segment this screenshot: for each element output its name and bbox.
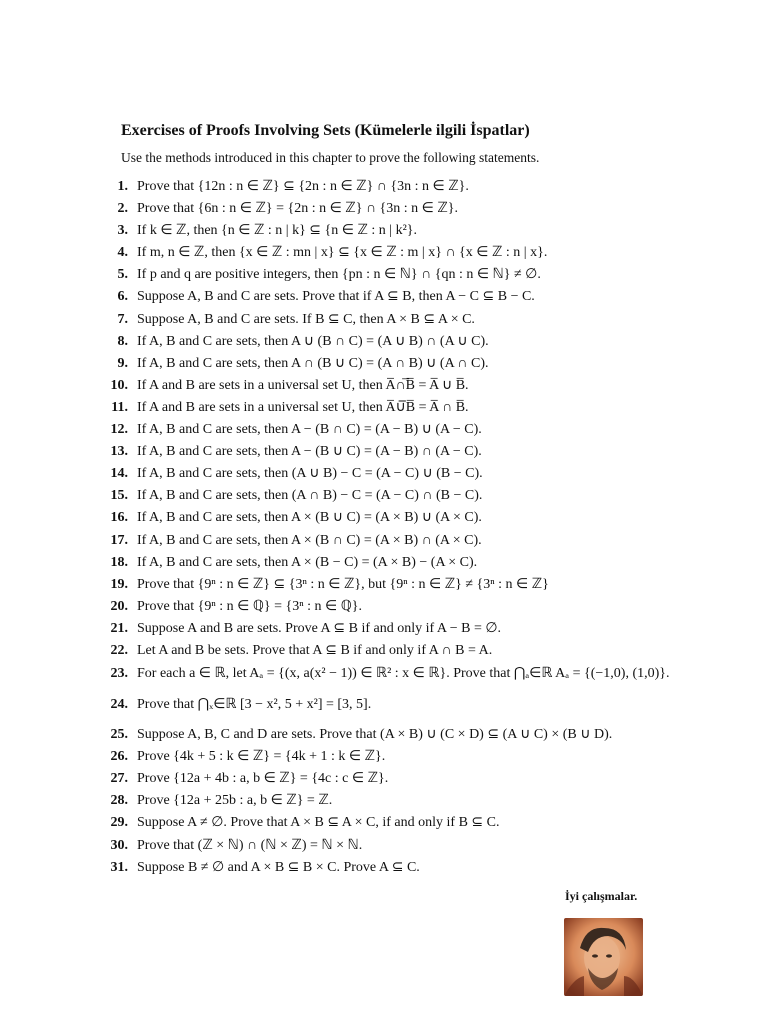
exercise-item [100,485,720,507]
exercise-item [100,640,720,662]
exercise-text: Prove {12a + 25b : a, b ∈ ℤ} = ℤ. [137,793,333,809]
exercise-text: Prove that {9ⁿ : n ∈ ℤ} ⊆ {3ⁿ : n ∈ ℤ}, but {9ⁿ : n ∈ ℤ} ≠ {3ⁿ : n ∈ ℤ} [137,576,549,592]
exercise-item [100,375,720,397]
exercise-item [100,309,720,331]
exercise-text: Let A and B be sets. Prove that A ⊆ B if and only if A ∩ B = A. [137,642,493,658]
exercise-number: 23. [110,666,128,682]
exercise-text: If A and B are sets in a universal set U, then A̅∩̅B̅ = A̅ ∪ B̅. [137,377,469,393]
exercise-number: 30. [110,837,128,853]
exercise-number: 13. [110,444,128,460]
exercise-number: 5. [117,267,128,283]
exercise-item [100,857,720,879]
exercise-text: If A, B and C are sets, then A − (B ∪ C) = (A − B) ∩ (A − C). [137,444,482,460]
page-title: Exercises of Proofs Involving Sets (Kümelerle ilgili İspatlar) [121,122,530,139]
exercise-number: 14. [110,466,128,482]
exercise-item [100,419,720,441]
portrait-photo-icon [564,918,643,996]
exercise-text: If A, B and C are sets, then A − (B ∩ C) = (A − B) ∪ (A − C). [137,422,482,438]
exercise-item [100,264,720,286]
exercise-item [100,286,720,308]
exercise-text: Suppose B ≠ ∅ and A × B ⊆ B × C. Prove A ⊆ C. [137,859,420,875]
exercise-text: Prove {4k + 5 : k ∈ ℤ} = {4k + 1 : k ∈ ℤ}. [137,749,386,765]
exercise-item [100,812,720,834]
exercise-item [100,530,720,552]
exercise-number: 28. [110,793,128,809]
exercise-number: 22. [110,642,128,658]
exercise-item [100,507,720,529]
exercise-number: 3. [117,223,128,239]
intro-text: Use the methods introduced in this chapter to prove the following statements. [121,150,540,165]
exercise-item [100,835,720,857]
exercise-number: 15. [110,488,128,504]
closing-note: İyi çalışmalar. [565,889,638,903]
exercise-number: 19. [110,576,128,592]
exercise-number: 21. [110,620,128,636]
exercise-number: 26. [110,749,128,765]
exercise-text: If A, B and C are sets, then A × (B − C) = (A × B) − (A × C). [137,554,478,570]
exercise-text: If A, B and C are sets, then A × (B ∩ C) = (A × B) ∩ (A × C). [137,532,482,548]
exercise-text: If A, B and C are sets, then (A ∪ B) − C = (A − C) ∪ (B − C). [137,466,483,482]
exercise-number: 17. [110,532,128,548]
exercise-number: 12. [110,422,128,438]
exercise-item [100,353,720,375]
exercise-text: Prove that {9ⁿ : n ∈ ℚ} = {3ⁿ : n ∈ ℚ}. [137,598,362,614]
exercise-number: 27. [110,771,128,787]
exercise-list [100,176,720,879]
exercise-item [100,176,720,198]
exercise-text: Prove that ⋂ₓ∈ℝ [3 − x², 5 + x²] = [3, 5]. [137,697,372,713]
exercise-number: 29. [110,815,128,831]
exercise-item [100,693,720,724]
exercise-text: Suppose A, B and C are sets. If B ⊆ C, then A × B ⊆ A × C. [137,311,475,327]
exercise-item [100,724,720,746]
exercise-item [100,552,720,574]
exercise-item [100,790,720,812]
exercise-item [100,220,720,242]
exercise-item [100,768,720,790]
exercise-number: 24. [110,697,128,713]
exercise-item [100,397,720,419]
exercise-text: Prove that (ℤ × ℕ) ∩ (ℕ × ℤ) = ℕ × ℕ. [137,837,363,853]
exercise-item [100,574,720,596]
exercise-text: If A, B and C are sets, then A ∪ (B ∩ C) = (A ∪ B) ∩ (A ∪ C). [137,333,489,349]
exercise-number: 10. [110,377,128,393]
exercise-text: Suppose A, B, C and D are sets. Prove that (A × B) ∪ (C × D) ⊆ (A ∪ C) × (B ∪ D). [137,727,613,743]
exercise-item [100,618,720,640]
exercise-text: Prove that {6n : n ∈ ℤ} = {2n : n ∈ ℤ} ∩ {3n : n ∈ ℤ}. [137,201,459,217]
exercise-text: Suppose A, B and C are sets. Prove that if A ⊆ B, then A − C ⊆ B − C. [137,289,535,305]
exercise-text: Suppose A and B are sets. Prove A ⊆ B if and only if A − B = ∅. [137,620,502,636]
exercise-number: 4. [117,245,128,261]
exercise-text: If m, n ∈ ℤ, then {x ∈ ℤ : mn | x} ⊆ {x ∈ ℤ : m | x} ∩ {x ∈ ℤ : n | x}. [137,245,548,261]
exercise-text: If A, B and C are sets, then A × (B ∪ C) = (A × B) ∪ (A × C). [137,510,482,526]
exercise-item [100,198,720,220]
exercise-item [100,441,720,463]
exercise-number: 31. [110,859,128,875]
exercise-text: If A, B and C are sets, then (A ∩ B) − C = (A − C) ∩ (B − C). [137,488,483,504]
exercise-number: 18. [110,554,128,570]
exercise-number: 7. [117,311,128,327]
exercise-text: If k ∈ ℤ, then {n ∈ ℤ : n | k} ⊆ {n ∈ ℤ : n | k²}. [137,223,417,239]
exercise-text: If A and B are sets in a universal set U, then A̅∪̅B̅ = A̅ ∩ B̅. [137,399,469,415]
exercise-item [100,662,720,693]
exercise-text: If p and q are positive integers, then {pn : n ∈ ℕ} ∩ {qn : n ∈ ℕ} ≠ ∅. [137,267,541,283]
author-portrait-photo [564,918,643,996]
exercise-text: Prove that {12n : n ∈ ℤ} ⊆ {2n : n ∈ ℤ} ∩ {3n : n ∈ ℤ}. [137,179,469,194]
exercise-text: For each a ∈ ℝ, let Aₐ = {(x, a(x² − 1)) ∈ ℝ² : x ∈ ℝ}. Prove that ⋂ₐ∈ℝ Aₐ = {(−1,0), (1,0)}. [137,666,670,682]
exercise-number: 6. [117,289,128,305]
exercise-number: 8. [117,333,128,349]
exercise-text: Suppose A ≠ ∅. Prove that A × B ⊆ A × C, if and only if B ⊆ C. [137,815,500,831]
exercise-number: 11. [111,399,128,415]
exercise-number: 25. [110,727,128,743]
exercise-number: 16. [110,510,128,526]
exercise-text: Prove {12a + 4b : a, b ∈ ℤ} = {4c : c ∈ ℤ}. [137,771,389,787]
exercise-number: 20. [110,598,128,614]
exercise-item [100,596,720,618]
exercise-item [100,331,720,353]
exercise-item [100,242,720,264]
exercise-number: 9. [117,355,128,371]
exercise-number: 1. [117,179,128,194]
exercise-item [100,746,720,768]
exercise-text: If A, B and C are sets, then A ∩ (B ∪ C) = (A ∩ B) ∪ (A ∩ C). [137,355,489,371]
exercise-number: 2. [117,201,128,217]
exercise-item [100,463,720,485]
